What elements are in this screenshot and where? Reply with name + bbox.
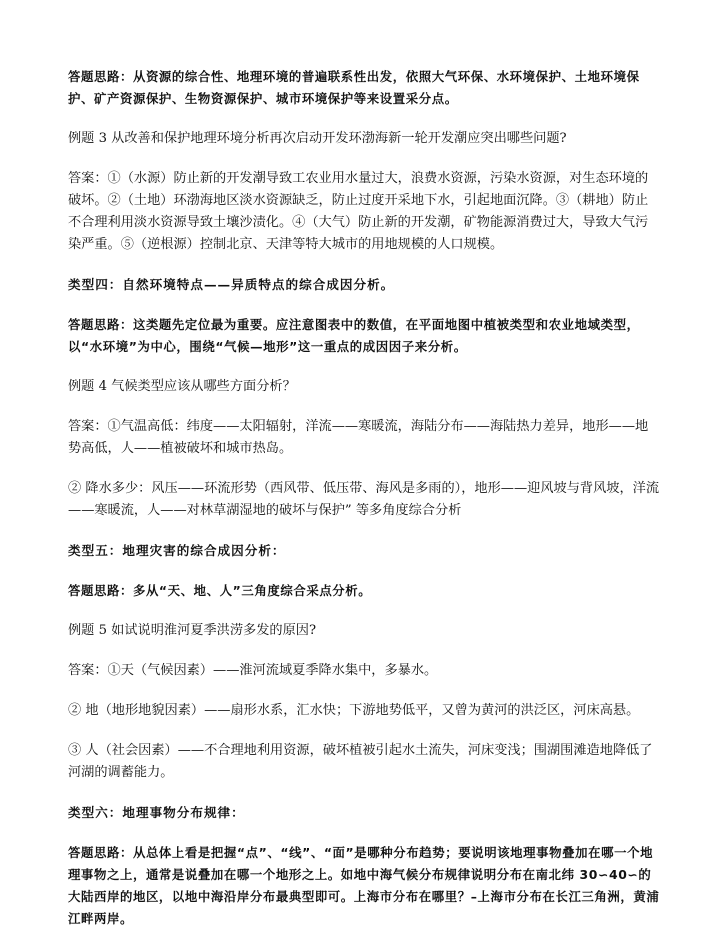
document-page: [68, 66, 660, 948]
answer-approach-paragraph-2: [68, 314, 660, 358]
answer-approach-label: 答题思路：: [68, 583, 133, 598]
type-4-heading: 类型四：自然环境特点——异质特点的综合成因分析。: [68, 277, 395, 292]
answer-approach-label: 答题思路：: [68, 317, 133, 332]
example-5-answer-terrain: ② 地（地形地貌因素）——扇形水系，汇水快；下游地势低平，又曾为黄河的洪泛区，河床高悬。: [68, 703, 640, 718]
answer-approach-text: 从总体上看是把握“点”、“线”、“面”是哪种分布趋势；要说明该地理事物叠加在哪一个地理事物之上，通常是说叠加在哪一个地形之上。如地中海气候分布规律说明分布在南北纬 30∽40∽的大陆西岸的地区，以地中海沿岸分布最典型即可。上海市分布在哪里？–上海市分布在长江三角洲，黄浦江畔两岸。: [68, 845, 660, 926]
answer-approach-paragraph-1: [68, 66, 660, 110]
answer-approach-text: 从资源的综合性、地理环境的普遍联系性出发，依照大气环保、水环境保护、土地环境保护、矿产资源保护、生物资源保护、城市环境保护等来设置采分点。: [68, 69, 640, 106]
example-4-answer-precipitation: ② 降水多少：风压——环流形势（西风带、低压带、海风是多雨的），地形——迎风坡与背风坡，洋流——寒暖流，人——对林草湖湿地的破坏与保护” 等多角度综合分析: [68, 481, 660, 518]
example-5-answer-climate: 答案：①天（气候因素）——淮河流域夏季降水集中，多暴水。: [68, 663, 438, 678]
answer-approach-text: 多从“天、地、人”三角度综合采点分析。: [132, 583, 372, 598]
example-3-question: 例题 3 从改善和保护地理环境分析再次启动开发环渤海新一轮开发潮应突出哪些问题?: [68, 131, 567, 146]
example-3-answer: 答案：①（水源）防止新的开发潮导致工农业用水量过大，浪费水资源，污染水资源，对生态环境的破坏。②（土地）环渤海地区淡水资源缺乏，防止过度开采地下水，引起地面沉降。③（耕地）防止不合理利用淡水资源导致土壤沙渍化。④（大气）防止新的开发潮，矿物能源消费过大，导致大气污染严重。⑤（逆根源）控制北京、天津等特大城市的用地规模的人口规模。: [68, 171, 649, 252]
example-5-answer-human: ③ 人（社会因素）——不合理地利用资源，破坏植被引起水土流失，河床变浅；围湖围滩造地降低了河湖的调蓄能力。: [68, 743, 653, 780]
type-6-heading: 类型六：地理事物分布规律：: [68, 805, 245, 820]
example-4-answer-temperature: 答案：①气温高低：纬度——太阳辐射，洋流——寒暖流，海陆分布——海陆热力差异，地形——地势高低，人——植被破坏和城市热岛。: [68, 419, 649, 456]
answer-approach-label: 答题思路：: [68, 845, 133, 860]
example-5-question: 例题 5 如试说明淮河夏季洪涝多发的原因?: [68, 623, 317, 638]
example-4-question: 例题 4 气候类型应该从哪些方面分析？: [68, 379, 296, 394]
type-5-heading: 类型五：地理灾害的综合成因分析：: [68, 543, 286, 558]
answer-approach-paragraph-3: [68, 580, 660, 602]
answer-approach-label: 答题思路：: [68, 69, 133, 84]
answer-approach-text: 这类题先定位最为重要。应注意图表中的数值，在平面地图中植被类型和农业地域类型，以“水环境”为中心，围绕“气候—地形”这一重点的成因因子来分析。: [68, 317, 640, 354]
answer-approach-paragraph-4: [68, 842, 660, 930]
